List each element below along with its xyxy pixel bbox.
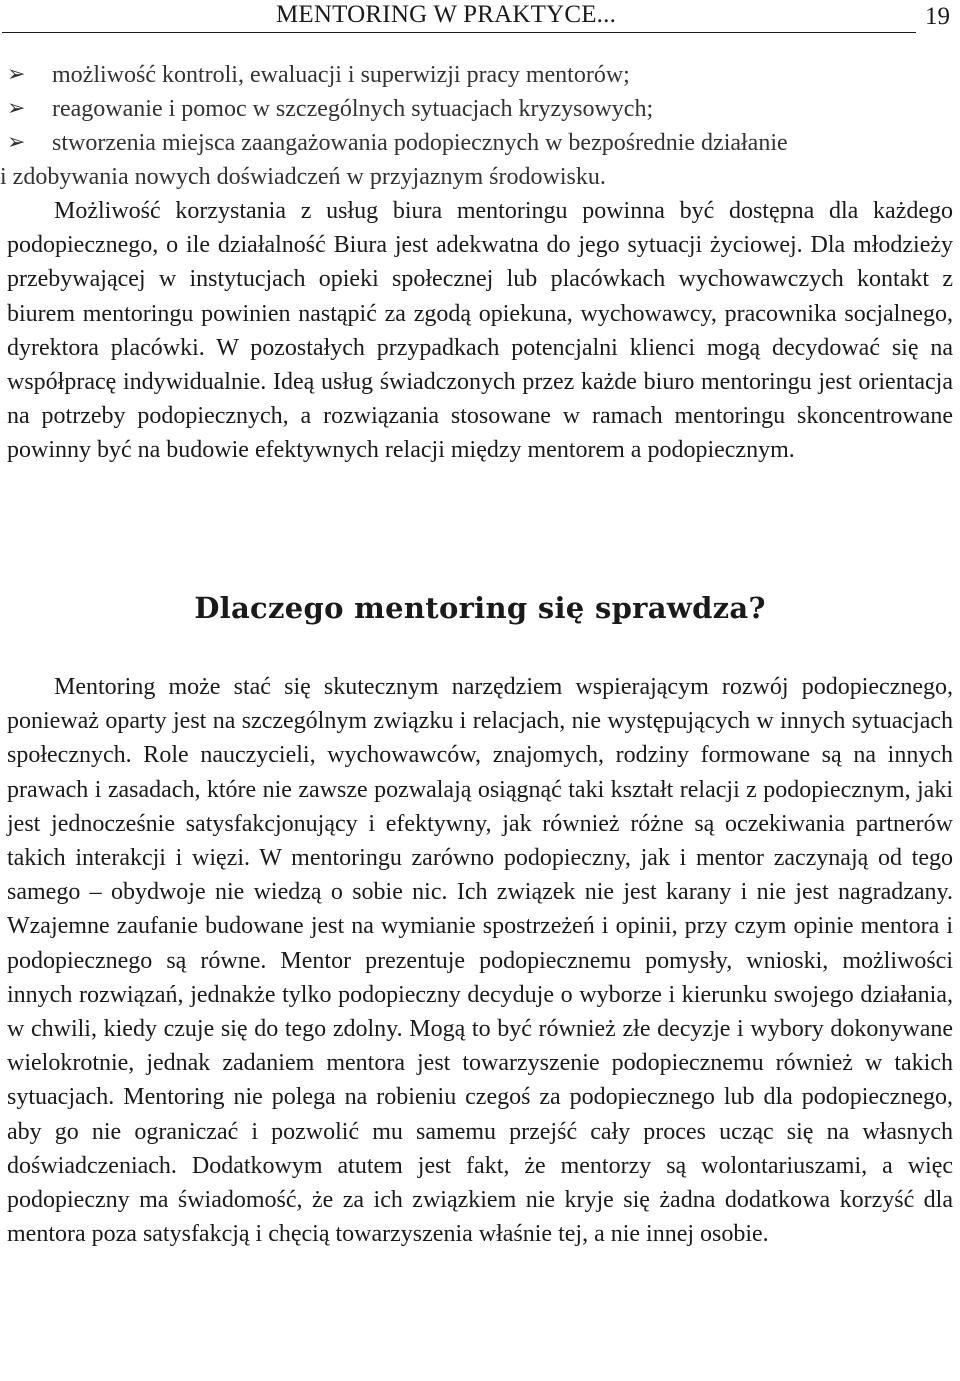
running-header [0, 0, 960, 40]
body-paragraph: Mentoring może stać się skutecznym narzędziem wspierającym rozwój podopiecznego, ponieważ oparty jest na szczególnym związku i relacjach, nie występujących w innych sytuacjach społecznych. Role nauczycieli, wychowawców, znajomych, rodziny formowane są na innych prawach i zasadach, które nie zawsze pozwalają osiągnąć taki kształt relacji z podopiecznym, jaki jest jednocześnie satysfakcjonujący i efektywny, jak również różne są oczekiwania partnerów takich interakcji i więzi. W mentoringu zarówno podopieczny, jak i mentor zaczynają od tego samego – obydwoje nie wiedzą o sobie nic. Ich związek nie jest karany i nie jest nagradzany. Wzajemne zaufanie budowane jest na wymianie spostrzeżeń i opinii, przy czym opinie mentora i podopiecznego są równe. Mentor prezentuje podopiecznemu pomysły, wnioski, możliwości innych rozwiązań, jednakże tylko podopieczny decyduje o wyborze i kierunku swojego działania, w chwili, kiedy czuje się do tego zdolny. Mogą to być również złe decyzje i wybory dokonywane wielokrotnie, jednak zadaniem mentora jest towarzyszenie podopiecznemu również w takich sytuacjach. Mentoring nie polega na robieniu czegoś za podopiecznego lub dla podopiecznego, aby go nie ograniczać i pozwolić mu samemu przejść cały proces ucząc się na własnych doświadczeniach. Dodatkowym atutem jest fakt, że mentorzy są wolontariuszami, a więc podopieczny ma świadomość, że za ich związkiem nie kryje się żadna dodatkowa korzyść dla mentora poza satysfakcją i chęcią towarzyszenia właśnie tej, a nie innej osobie. [7, 674, 953, 1248]
running-header-title: MENTORING W PRAKTYCE... [276, 1, 617, 28]
body-paragraph: Możliwość korzystania z usług biura mentoringu powinna być dostępna dla każdego podopiecznego, o ile działalność Biura jest adekwatna do jego sytuacji życiowej. Dla młodzieży przebywającej w instytucjach opieki społecznej lub placówkach wychowawczych kontakt z biurem mentoringu powinien nastąpić za zgodą opiekuna, wychowawcy, pracownika socjalnego, dyrektora placówki. W pozostałych przypadkach potencjalni klienci mogą decydować się na współpracę indywidualnie. Ideą usług świadczonych przez każde biuro mentoringu jest orientacja na potrzeby podopiecznych, a rozwiązania stosowane w ramach mentoringu skoncentrowane powinny być na budowie efektywnych relacji między mentorem a podopiecznym. [7, 198, 953, 464]
header-rule [2, 32, 916, 33]
section-heading: Dlaczego mentoring się sprawdza? [194, 591, 766, 625]
arrow-bullet-icon: ➢ [7, 62, 26, 87]
bullet-item [7, 92, 952, 126]
arrow-bullet-icon: ➢ [7, 96, 26, 121]
paragraph-block [7, 194, 953, 468]
bullet-list [0, 58, 952, 194]
bullet-text: stworzenia miejsca zaangażowania podopiecznych w bezpośrednie działanie [52, 130, 788, 156]
bullet-item [7, 58, 952, 92]
bullet-text: i zdobywania nowych doświadczeń w przyjaznym środowisku. [0, 164, 606, 190]
bullet-item [7, 126, 952, 160]
arrow-bullet-icon: ➢ [7, 130, 26, 155]
page-number: 19 [925, 3, 950, 30]
bullet-text: reagowanie i pomoc w szczególnych sytuacjach kryzysowych; [52, 96, 654, 122]
bullet-text: możliwość kontroli, ewaluacji i superwizji pracy mentorów; [52, 62, 630, 88]
paragraph-block [7, 670, 953, 1251]
bullet-continuation [0, 160, 952, 194]
